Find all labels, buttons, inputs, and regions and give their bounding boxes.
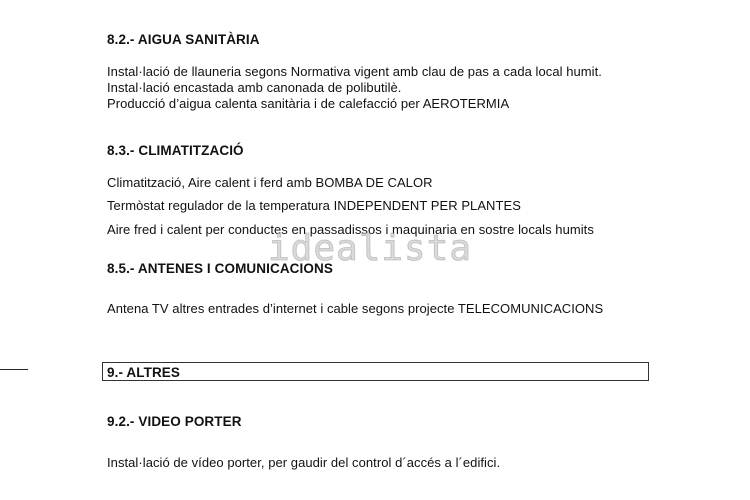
section-heading-climatitzacio: 8.3.- CLIMATITZACIÓ (107, 143, 244, 158)
section-heading-altres: 9.- ALTRES (107, 365, 181, 380)
text-line: Climatització, Aire calent i ferd amb BOMBA DE CALOR (107, 175, 433, 190)
idealista-watermark: idealista (268, 228, 473, 269)
text-line: Instal·lació de vídeo porter, per gaudir del control d´accés a l´edifici. (107, 455, 501, 470)
margin-rule (0, 369, 28, 370)
text-line: Termòstat regulador de la temperatura INDEPENDENT PER PLANTES (107, 198, 521, 213)
text-line: Instal·lació encastada amb canonada de polibutilè. (107, 80, 402, 95)
section-box-altres (102, 362, 649, 381)
text-line: Producció d’aigua calenta sanitària i de calefacció per AEROTERMIA (107, 96, 510, 111)
section-heading-antenes-comunicacions: 8.5.- ANTENES I COMUNICACIONS (107, 261, 333, 276)
text-line: Instal·lació de llauneria segons Normativa vigent amb clau de pas a cada local humit. (107, 64, 602, 79)
text-line: Aire fred i calent per conductes en passadissos i maquinaria en sostre locals humits (107, 222, 594, 237)
section-heading-aigua-sanitaria: 8.2.- AIGUA SANITÀRIA (107, 32, 260, 47)
text-line: Antena TV altres entrades d’internet i cable segons projecte TELECOMUNICACIONS (107, 301, 604, 316)
section-heading-video-porter: 9.2.- VIDEO PORTER (107, 414, 242, 429)
